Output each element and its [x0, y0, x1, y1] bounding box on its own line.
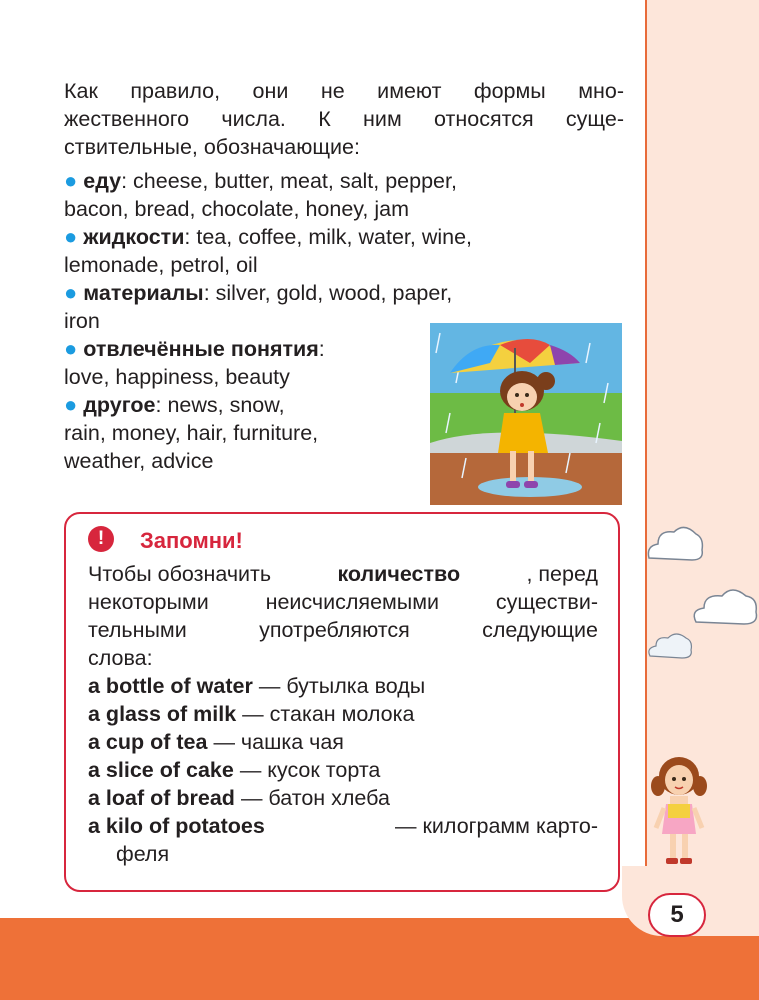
memo-line: слова: — [88, 646, 153, 670]
category-items-line3: weather, advice — [64, 449, 214, 473]
memo-line: некоторыми неисчисляемыми существи- — [88, 590, 598, 614]
category-items-line2: lemonade, petrol, oil — [64, 253, 258, 277]
intro-line: Как правило, они не имеют формы мно- — [64, 79, 624, 103]
rain-girl-illustration — [430, 323, 622, 505]
remember-box — [64, 512, 620, 892]
phrase-row: a bottle of water — бутылка воды — [88, 674, 426, 698]
category-label: материалы — [83, 281, 204, 305]
phrase-row: a loaf of bread — батон хлеба — [88, 786, 390, 810]
category-label: еду — [83, 169, 122, 193]
remember-title: Запомни! — [140, 528, 243, 553]
category-label: другое — [83, 393, 156, 417]
memo-last-line: феля — [116, 842, 170, 866]
remember-body — [88, 560, 598, 868]
phrase-row: a kilo of potatoes — килограмм карто- — [88, 814, 598, 838]
category-food — [64, 167, 624, 223]
bullet-icon: ● — [64, 280, 78, 305]
cloud-icon — [690, 582, 759, 634]
cloud-icon — [644, 520, 704, 570]
cloud-icon — [646, 628, 694, 664]
memo-line: тельными употребляются следующие — [88, 618, 598, 642]
bullet-icon: ● — [64, 392, 78, 417]
category-items-line2: iron — [64, 309, 100, 333]
phrase-row: a glass of milk — стакан молока — [88, 702, 415, 726]
category-items-line2: rain, money, hair, furniture, — [64, 421, 319, 445]
category-items-line2: love, happiness, beauty — [64, 365, 290, 389]
girl-illustration — [644, 752, 714, 870]
phrase-row: a cup of tea — чашка чая — [88, 730, 344, 754]
phrase-row: a slice of cake — кусок торта — [88, 758, 381, 782]
category-items: : cheese, butter, meat, salt, pepper, — [121, 169, 457, 193]
bullet-icon: ● — [64, 168, 78, 193]
page-number: 5 — [648, 893, 706, 937]
intro-paragraph — [64, 77, 624, 161]
bullet-icon: ● — [64, 224, 78, 249]
memo-line: Чтобы обозначить количество , перед — [88, 562, 598, 586]
bullet-icon: ● — [64, 336, 78, 361]
category-abstract — [64, 335, 414, 391]
category-items: : silver, gold, wood, paper, — [203, 281, 453, 305]
category-items: : tea, coffee, milk, water, wine, — [184, 225, 473, 249]
category-items: : news, snow, — [155, 393, 285, 417]
category-items: : — [318, 337, 325, 361]
exclamation-icon: ! — [88, 526, 114, 552]
category-label: жидкости — [83, 225, 185, 249]
intro-line: жественного числа. К ним относятся суще- — [64, 107, 624, 131]
category-items-line2: bacon, bread, chocolate, honey, jam — [64, 197, 410, 221]
category-liquids — [64, 223, 624, 279]
intro-line: ствительные, обозначающие: — [64, 135, 360, 159]
category-other — [64, 391, 414, 475]
category-label: отвлечённые понятия — [83, 337, 319, 361]
